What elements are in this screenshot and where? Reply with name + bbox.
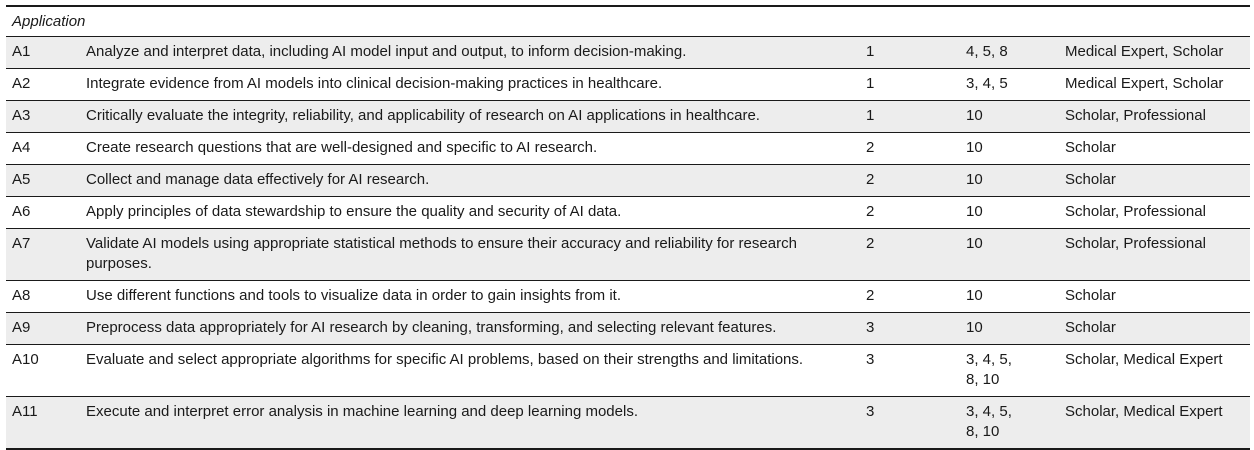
competency-references xyxy=(960,69,1059,101)
competency-id: A10 xyxy=(6,345,80,397)
references-line: 10 xyxy=(966,139,983,156)
competency-description: Use different functions and tools to visualize data in order to gain insights from it. xyxy=(80,281,860,313)
competency-level: 3 xyxy=(860,313,960,345)
competency-level: 2 xyxy=(860,133,960,165)
competency-roles: Scholar, Professional xyxy=(1059,101,1250,133)
competency-id: A11 xyxy=(6,397,80,450)
competency-level: 1 xyxy=(860,101,960,133)
references-line: 3, 4, 5 xyxy=(966,75,1008,92)
competency-references xyxy=(960,197,1059,229)
competency-description: Critically evaluate the integrity, reliability, and applicability of research on AI applications in healthcare. xyxy=(80,101,860,133)
references-line: 8, 10 xyxy=(966,371,1000,388)
competency-table xyxy=(6,7,1250,450)
section-label: Application xyxy=(6,7,1250,37)
references-line: 10 xyxy=(966,287,983,304)
table-row xyxy=(6,37,1250,69)
competency-roles: Scholar, Medical Expert xyxy=(1059,345,1250,397)
competency-references xyxy=(960,133,1059,165)
competency-level: 1 xyxy=(860,69,960,101)
references-line: 10 xyxy=(966,203,983,220)
competency-id: A1 xyxy=(6,37,80,69)
references-line: 3, 4, 5, xyxy=(966,403,1012,420)
competency-references xyxy=(960,397,1059,450)
competency-references xyxy=(960,101,1059,133)
competency-level: 3 xyxy=(860,397,960,450)
competency-references xyxy=(960,37,1059,69)
references-line: 10 xyxy=(966,171,983,188)
competency-roles: Scholar xyxy=(1059,165,1250,197)
competency-description: Create research questions that are well-designed and specific to AI research. xyxy=(80,133,860,165)
table-row xyxy=(6,69,1250,101)
competency-description: Integrate evidence from AI models into clinical decision-making practices in healthcare. xyxy=(80,69,860,101)
competency-roles: Scholar xyxy=(1059,281,1250,313)
competency-id: A7 xyxy=(6,229,80,281)
table-row xyxy=(6,229,1250,281)
table-row xyxy=(6,197,1250,229)
competency-id: A5 xyxy=(6,165,80,197)
competency-references xyxy=(960,281,1059,313)
references-line: 3, 4, 5, xyxy=(966,351,1012,368)
competency-id: A4 xyxy=(6,133,80,165)
competency-level: 1 xyxy=(860,37,960,69)
references-line: 8, 10 xyxy=(966,423,1000,440)
competency-roles: Scholar, Medical Expert xyxy=(1059,397,1250,450)
competency-description: Execute and interpret error analysis in machine learning and deep learning models. xyxy=(80,397,860,450)
competency-level: 2 xyxy=(860,229,960,281)
competency-id: A9 xyxy=(6,313,80,345)
competency-roles: Scholar, Professional xyxy=(1059,197,1250,229)
competency-roles: Medical Expert, Scholar xyxy=(1059,69,1250,101)
competency-id: A6 xyxy=(6,197,80,229)
competency-description: Preprocess data appropriately for AI research by cleaning, transforming, and selecting relevant features. xyxy=(80,313,860,345)
table-row xyxy=(6,133,1250,165)
competency-description: Apply principles of data stewardship to ensure the quality and security of AI data. xyxy=(80,197,860,229)
table-row xyxy=(6,101,1250,133)
section-header-row xyxy=(6,7,1250,37)
table-row xyxy=(6,397,1250,450)
references-line: 10 xyxy=(966,107,983,124)
competency-level: 3 xyxy=(860,345,960,397)
competency-roles: Scholar, Professional xyxy=(1059,229,1250,281)
competency-description: Analyze and interpret data, including AI model input and output, to inform decision-making. xyxy=(80,37,860,69)
references-line: 10 xyxy=(966,319,983,336)
competency-level: 2 xyxy=(860,197,960,229)
competency-description: Evaluate and select appropriate algorithms for specific AI problems, based on their strengths and limitations. xyxy=(80,345,860,397)
competency-level: 2 xyxy=(860,281,960,313)
competency-references xyxy=(960,345,1059,397)
competency-references xyxy=(960,313,1059,345)
competency-references xyxy=(960,165,1059,197)
competency-roles: Medical Expert, Scholar xyxy=(1059,37,1250,69)
competency-roles: Scholar xyxy=(1059,133,1250,165)
competency-roles: Scholar xyxy=(1059,313,1250,345)
competency-references xyxy=(960,229,1059,281)
table-row xyxy=(6,345,1250,397)
table-row xyxy=(6,313,1250,345)
competency-id: A8 xyxy=(6,281,80,313)
references-line: 4, 5, 8 xyxy=(966,43,1008,60)
competency-level: 2 xyxy=(860,165,960,197)
references-line: 10 xyxy=(966,235,983,252)
table-row xyxy=(6,281,1250,313)
competency-description: Collect and manage data effectively for AI research. xyxy=(80,165,860,197)
competency-description: Validate AI models using appropriate statistical methods to ensure their accuracy and reliability for research purposes. xyxy=(80,229,860,281)
competency-id: A2 xyxy=(6,69,80,101)
table-row xyxy=(6,165,1250,197)
competency-id: A3 xyxy=(6,101,80,133)
